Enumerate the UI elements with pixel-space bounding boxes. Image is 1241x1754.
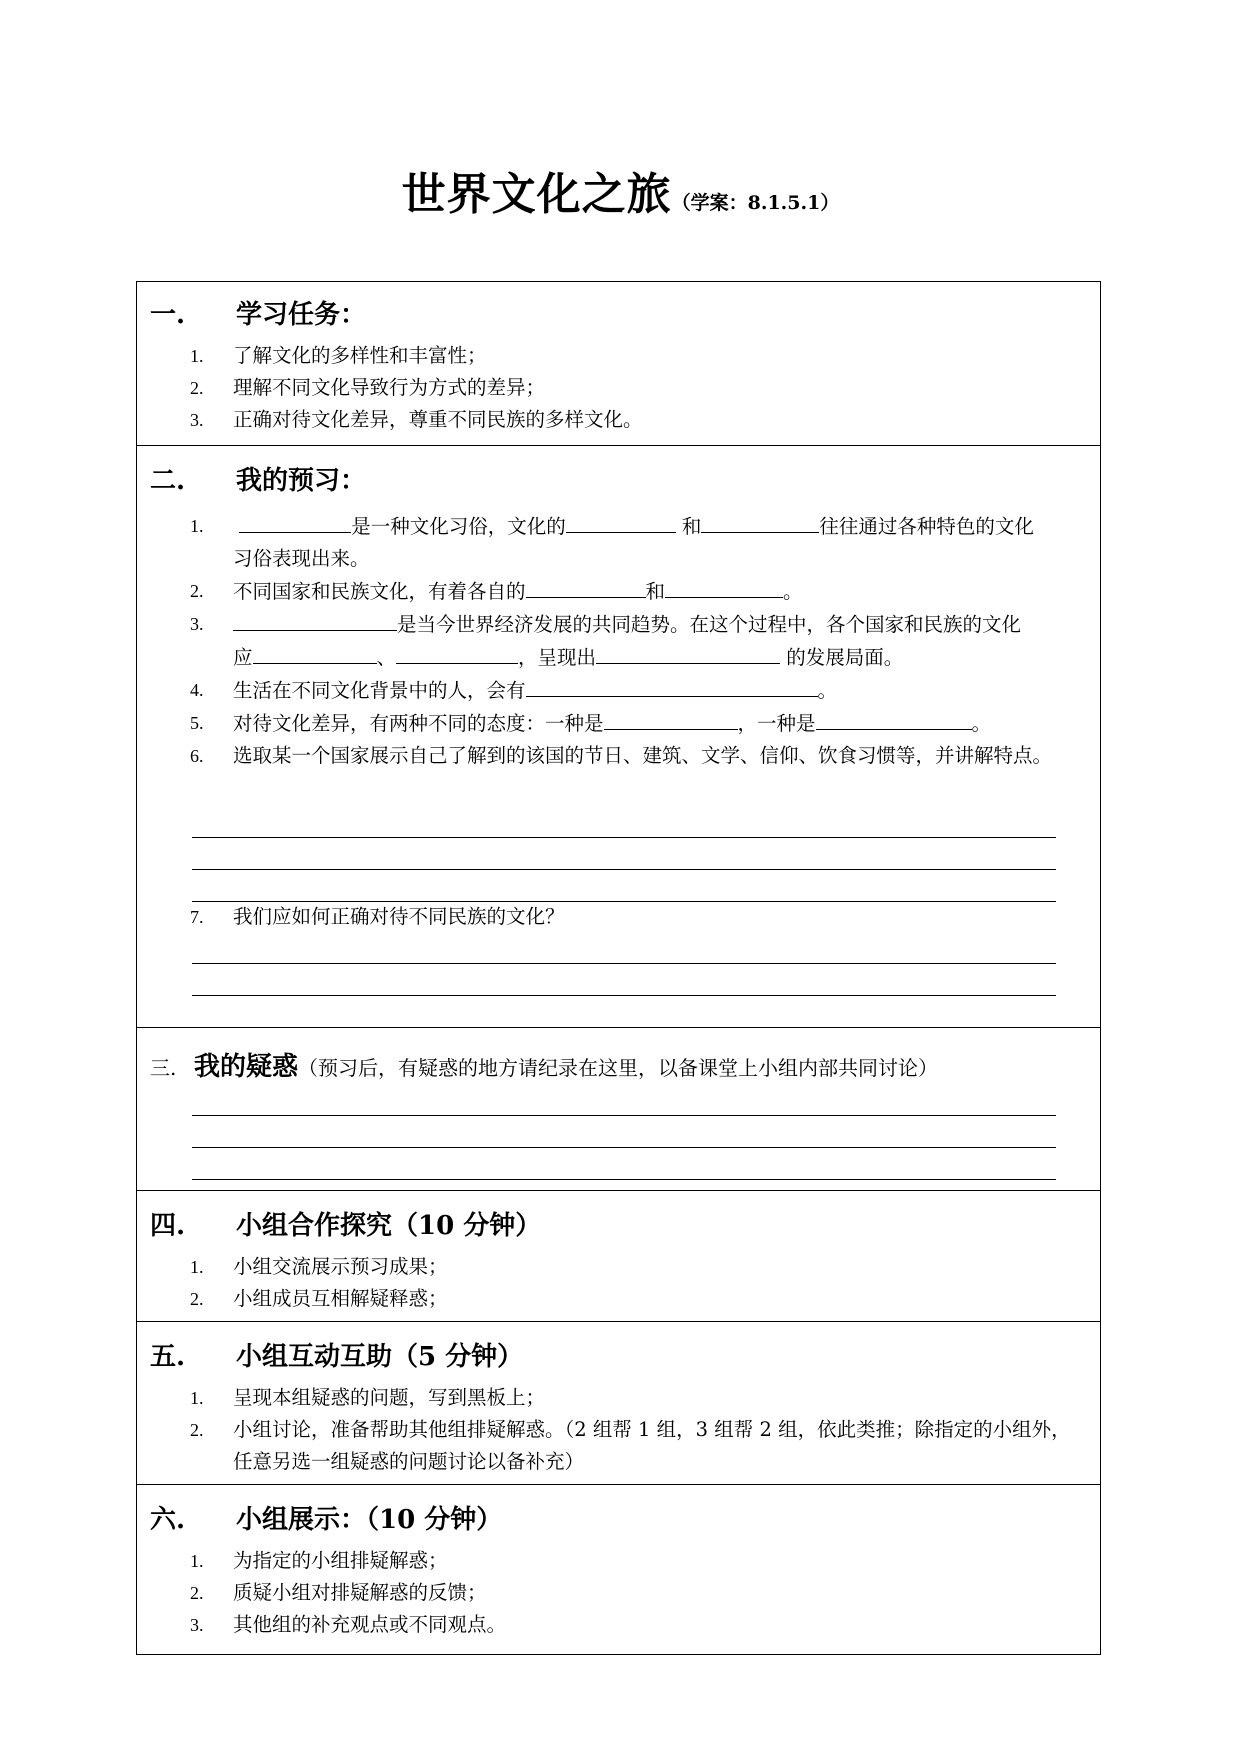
- question-3: [190, 608, 1102, 674]
- section-learning-tasks: [137, 282, 1100, 445]
- item-text: 和: [675, 515, 702, 538]
- item-number: 1.: [190, 346, 204, 366]
- item-text: 生活在不同文化背景中的人，会有: [233, 679, 526, 702]
- list-item: [190, 1609, 1085, 1641]
- item-text: 和: [645, 580, 666, 603]
- list-item: [190, 1382, 1102, 1414]
- item-number: 7.: [190, 907, 204, 927]
- section-heading: 三. 我的疑惑（预习后，有疑惑的地方请纪录在这里，以备课堂上小组内部共同讨论）: [150, 1052, 939, 1082]
- title-sub: （学案：8.1.5.1）: [671, 192, 840, 214]
- list-item: [190, 404, 1085, 436]
- question-6: [190, 740, 1082, 772]
- item-number: 2.: [190, 1420, 204, 1440]
- section-preview: [137, 445, 1100, 1027]
- list-item: [190, 1414, 1081, 1478]
- presentation-list: [190, 1545, 1085, 1641]
- item-text: 了解文化的多样性和丰富性；: [233, 344, 487, 367]
- item-number: 5.: [190, 713, 204, 733]
- item-text: 习俗表现出来。: [233, 547, 370, 570]
- item-number: 4.: [190, 680, 204, 700]
- item-text: 。: [783, 580, 803, 603]
- question-7: [190, 901, 1085, 933]
- worksheet-table: [136, 281, 1101, 1655]
- blank[interactable]: [604, 707, 738, 730]
- blank[interactable]: [665, 575, 783, 598]
- item-text: 往往通过各种特色的文化: [819, 515, 1034, 538]
- item-text: ，呈现出: [518, 646, 597, 669]
- item-text: 我们应如何正确对待不同民族的文化？: [233, 905, 565, 928]
- item-number: 2.: [190, 378, 204, 398]
- item-text: 对待文化差异，有两种不同的态度：一种是: [233, 712, 604, 735]
- blank[interactable]: [566, 510, 676, 533]
- item-number: 6.: [190, 746, 204, 766]
- item-text: 。: [817, 679, 838, 702]
- answer-lines-q7: [192, 932, 1056, 1028]
- item-text: 理解不同文化导致行为方式的差异；: [233, 376, 546, 399]
- answer-line[interactable]: [192, 838, 1056, 870]
- item-text: 小组交流展示预习成果；: [233, 1255, 448, 1278]
- question-4: [190, 674, 1102, 707]
- blank[interactable]: [239, 510, 351, 533]
- item-number: 2.: [190, 1289, 204, 1309]
- item-text: 其他组的补充观点或不同观点。: [233, 1613, 507, 1636]
- item-text: 不同国家和民族文化，有着各自的: [233, 580, 526, 603]
- item-text: 小组讨论，准备帮助其他组排疑解惑。（2 组帮 1 组，3 组帮 2 组，依此类推；除指定的小组外，任意另选一组疑惑的问题讨论以备补充）: [233, 1418, 1071, 1473]
- section-heading: 四. 小组合作探究（10 分钟）: [150, 1211, 542, 1241]
- item-text: 为指定的小组排疑解惑；: [233, 1549, 448, 1572]
- blank[interactable]: [526, 575, 646, 598]
- section-group-inquiry: [137, 1190, 1100, 1321]
- item-text: 选取某一个国家展示自己了解到的该国的节日、建筑、文学、信仰、饮食习惯等，并讲解特点。: [233, 744, 1053, 767]
- item-number: 2.: [190, 1583, 204, 1603]
- answer-line[interactable]: [192, 996, 1056, 1028]
- blank[interactable]: [233, 608, 397, 631]
- item-number: 1.: [190, 1257, 204, 1277]
- blank[interactable]: [701, 510, 819, 533]
- inquiry-list: [190, 1251, 1085, 1315]
- item-text: 、: [376, 646, 397, 669]
- item-number: 1.: [190, 516, 204, 536]
- answer-lines-q6: [192, 806, 1056, 902]
- blank[interactable]: [526, 674, 818, 697]
- item-text: 是一种文化习俗，文化的: [351, 515, 566, 538]
- blank[interactable]: [816, 707, 972, 730]
- list-item: [190, 1251, 1085, 1283]
- list-item: [190, 1545, 1085, 1577]
- task-list: [190, 340, 1085, 436]
- section-group-interaction: [137, 1321, 1100, 1484]
- item-text: 质疑小组对排疑解惑的反馈；: [233, 1581, 487, 1604]
- blank[interactable]: [396, 641, 518, 664]
- answer-line[interactable]: [192, 1116, 1056, 1148]
- item-text: 是当今世界经济发展的共同趋势。在这个过程中，各个国家和民族的文化: [397, 613, 1022, 636]
- item-text: 呈现本组疑惑的问题，写到黑板上；: [233, 1386, 546, 1409]
- section-heading: 六. 小组展示：（10 分钟）: [150, 1505, 503, 1535]
- item-text: 应: [233, 646, 253, 669]
- answer-line[interactable]: [192, 932, 1056, 964]
- item-number: 3.: [190, 1615, 204, 1635]
- document-title: [0, 158, 1241, 222]
- item-text: 正确对待文化差异，尊重不同民族的多样文化。: [233, 408, 643, 431]
- section-heading: 一. 学习任务：: [150, 300, 367, 330]
- title-main: 世界文化之旅: [401, 169, 672, 220]
- answer-line[interactable]: [192, 806, 1056, 838]
- preview-questions: [190, 510, 1102, 772]
- item-number: 3.: [190, 614, 204, 634]
- list-item: [190, 372, 1085, 404]
- section-heading: 五. 小组互动互助（5 分钟）: [150, 1342, 524, 1372]
- answer-line[interactable]: [192, 964, 1056, 996]
- question-2: [190, 575, 1102, 608]
- answer-line[interactable]: [192, 1148, 1056, 1180]
- section-group-presentation: [137, 1484, 1100, 1654]
- item-text: 小组成员互相解疑释惑；: [233, 1287, 448, 1310]
- answer-line[interactable]: [192, 1084, 1056, 1116]
- answer-lines-doubts: [192, 1084, 1056, 1180]
- section-heading: 二. 我的预习：: [150, 466, 367, 496]
- question-1: [190, 510, 1102, 575]
- item-number: 1.: [190, 1551, 204, 1571]
- section-questions: [137, 1027, 1100, 1190]
- item-text: ，一种是: [737, 712, 816, 735]
- item-number: 2.: [190, 581, 204, 601]
- item-number: 3.: [190, 410, 204, 430]
- item-number: 1.: [190, 1388, 204, 1408]
- list-item: [190, 1577, 1085, 1609]
- list-item: [190, 340, 1085, 372]
- interaction-list: [190, 1382, 1102, 1478]
- blank[interactable]: [253, 641, 377, 664]
- blank[interactable]: [596, 641, 780, 664]
- answer-line[interactable]: [192, 870, 1056, 902]
- question-5: [190, 707, 1102, 740]
- item-text: 的发展局面。: [780, 646, 904, 669]
- item-text: 。: [971, 712, 992, 735]
- question-7-wrap: [190, 901, 1085, 933]
- list-item: [190, 1283, 1085, 1315]
